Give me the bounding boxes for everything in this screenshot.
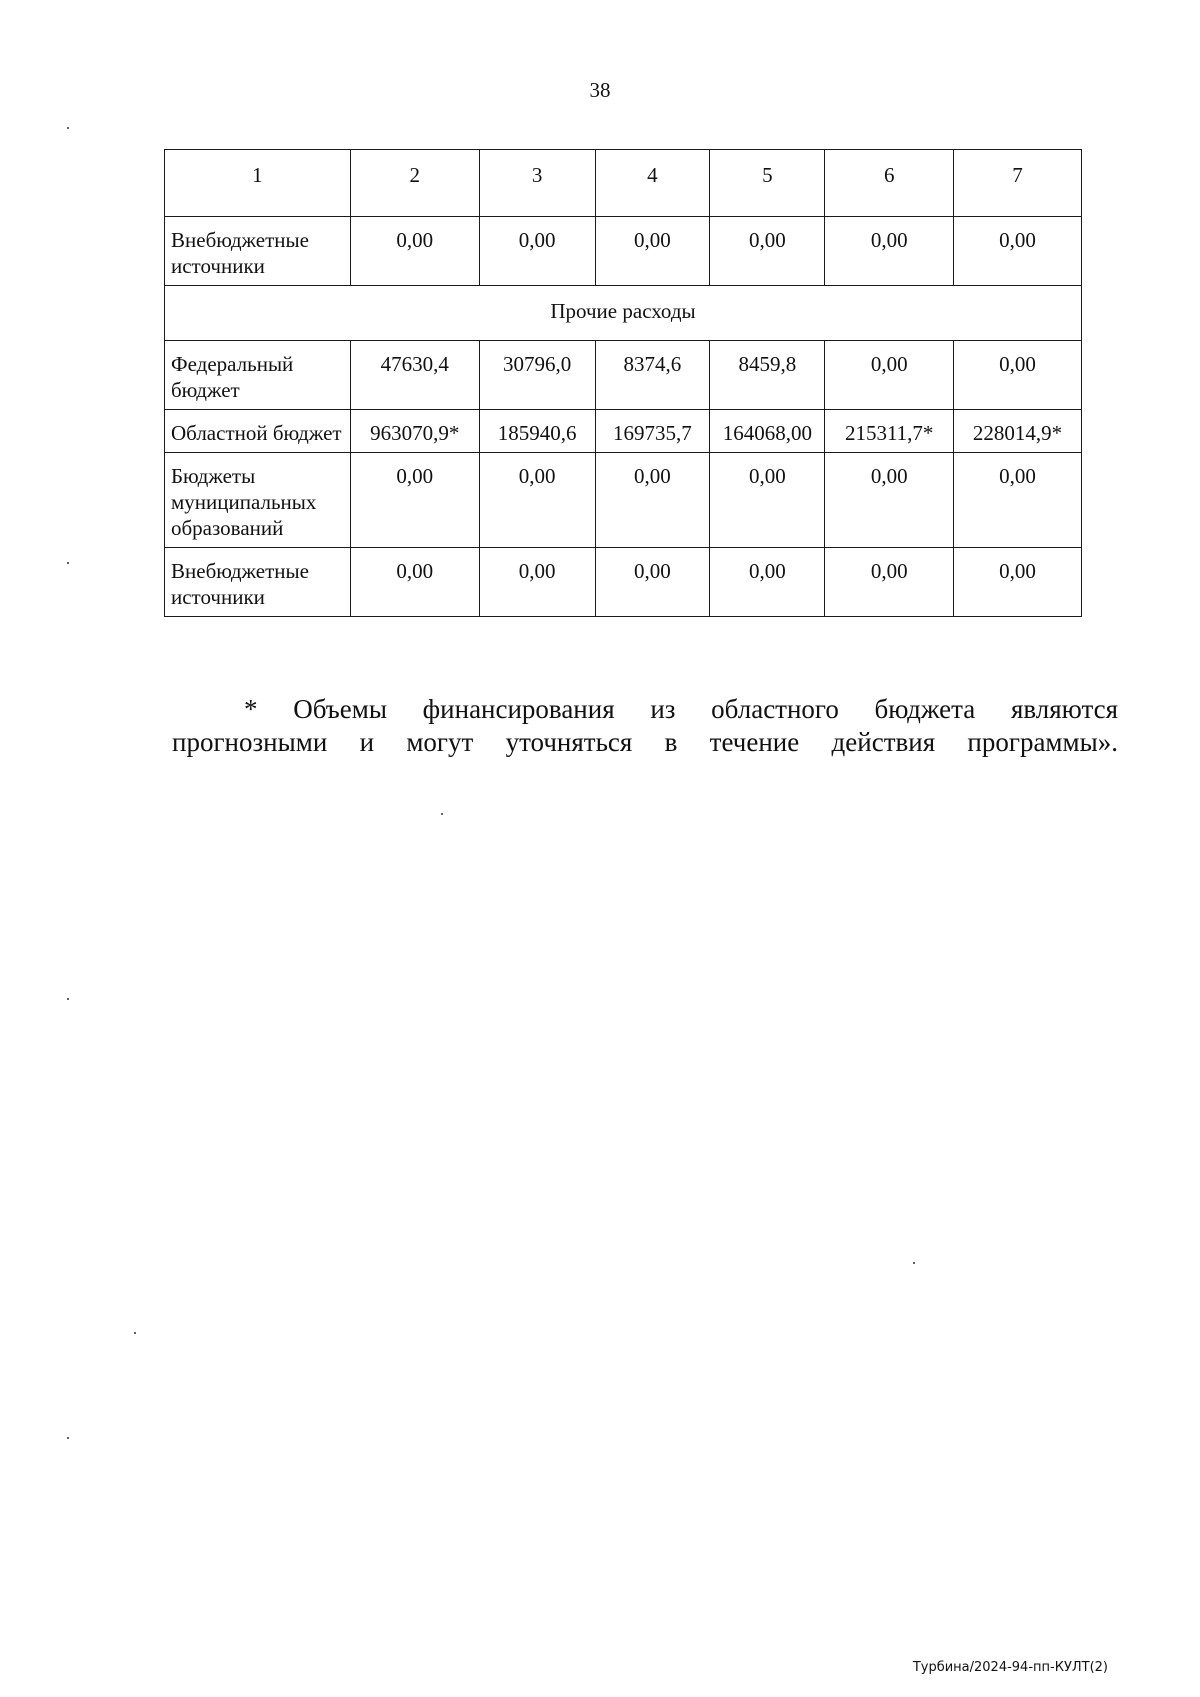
scan-speck <box>134 1332 136 1334</box>
footnote-line: прогнозными и могут уточняться в течение действия программы». <box>172 727 1118 757</box>
value-cell: 0,00 <box>595 217 710 286</box>
column-number-cell: 1 <box>165 150 351 217</box>
value-cell: 0,00 <box>825 548 954 617</box>
value-cell: 0,00 <box>350 217 479 286</box>
value-cell: 8374,6 <box>595 341 710 410</box>
table-row <box>165 548 1082 617</box>
value-cell: 185940,6 <box>479 410 595 453</box>
value-cell: 0,00 <box>350 453 479 548</box>
footnote <box>172 693 1118 759</box>
table-row <box>165 453 1082 548</box>
table-row <box>165 217 1082 286</box>
value-cell: 0,00 <box>954 217 1082 286</box>
row-label: Внебюджетные источники <box>165 217 351 286</box>
row-label: Внебюджетные источники <box>165 548 351 617</box>
column-number-cell: 4 <box>595 150 710 217</box>
page-number: 38 <box>589 78 611 102</box>
row-label: Бюджеты муниципальных образований <box>165 453 351 548</box>
row-label: Областной бюджет <box>165 410 351 453</box>
value-cell: 30796,0 <box>479 341 595 410</box>
scan-speck <box>913 1262 915 1264</box>
value-cell: 8459,8 <box>710 341 825 410</box>
value-cell: 0,00 <box>479 548 595 617</box>
scan-speck <box>67 1437 69 1439</box>
scan-speck <box>67 562 69 564</box>
scan-speck <box>441 813 443 815</box>
value-cell: 0,00 <box>710 217 825 286</box>
table-row <box>165 341 1082 410</box>
value-cell: 963070,9* <box>350 410 479 453</box>
value-cell: 228014,9* <box>954 410 1082 453</box>
scan-speck <box>67 998 69 1000</box>
column-number-cell: 6 <box>825 150 954 217</box>
section-row <box>165 286 1082 341</box>
column-number-cell: 5 <box>710 150 825 217</box>
funding-table <box>164 149 1082 617</box>
value-cell: 47630,4 <box>350 341 479 410</box>
value-cell: 0,00 <box>825 453 954 548</box>
value-cell: 0,00 <box>595 453 710 548</box>
value-cell: 169735,7 <box>595 410 710 453</box>
value-cell: 0,00 <box>595 548 710 617</box>
value-cell: 0,00 <box>954 548 1082 617</box>
value-cell: 0,00 <box>954 341 1082 410</box>
row-label: Федеральный бюджет <box>165 341 351 410</box>
value-cell: 0,00 <box>954 453 1082 548</box>
value-cell: 0,00 <box>479 217 595 286</box>
document-code: Турбина/2024-94-пп-КУЛТ(2) <box>912 1660 1108 1675</box>
table-header-row <box>165 150 1082 217</box>
value-cell: 164068,00 <box>710 410 825 453</box>
column-number-cell: 7 <box>954 150 1082 217</box>
value-cell: 0,00 <box>710 548 825 617</box>
value-cell: 0,00 <box>479 453 595 548</box>
column-number-cell: 2 <box>350 150 479 217</box>
value-cell: 0,00 <box>825 341 954 410</box>
section-title: Прочие расходы <box>165 286 1082 341</box>
value-cell: 0,00 <box>710 453 825 548</box>
column-number-cell: 3 <box>479 150 595 217</box>
scan-speck <box>67 127 69 129</box>
value-cell: 0,00 <box>825 217 954 286</box>
value-cell: 0,00 <box>350 548 479 617</box>
footnote-line: * Объемы финансирования из областного бюджета являются <box>244 694 1118 724</box>
value-cell: 215311,7* <box>825 410 954 453</box>
table-row <box>165 410 1082 453</box>
